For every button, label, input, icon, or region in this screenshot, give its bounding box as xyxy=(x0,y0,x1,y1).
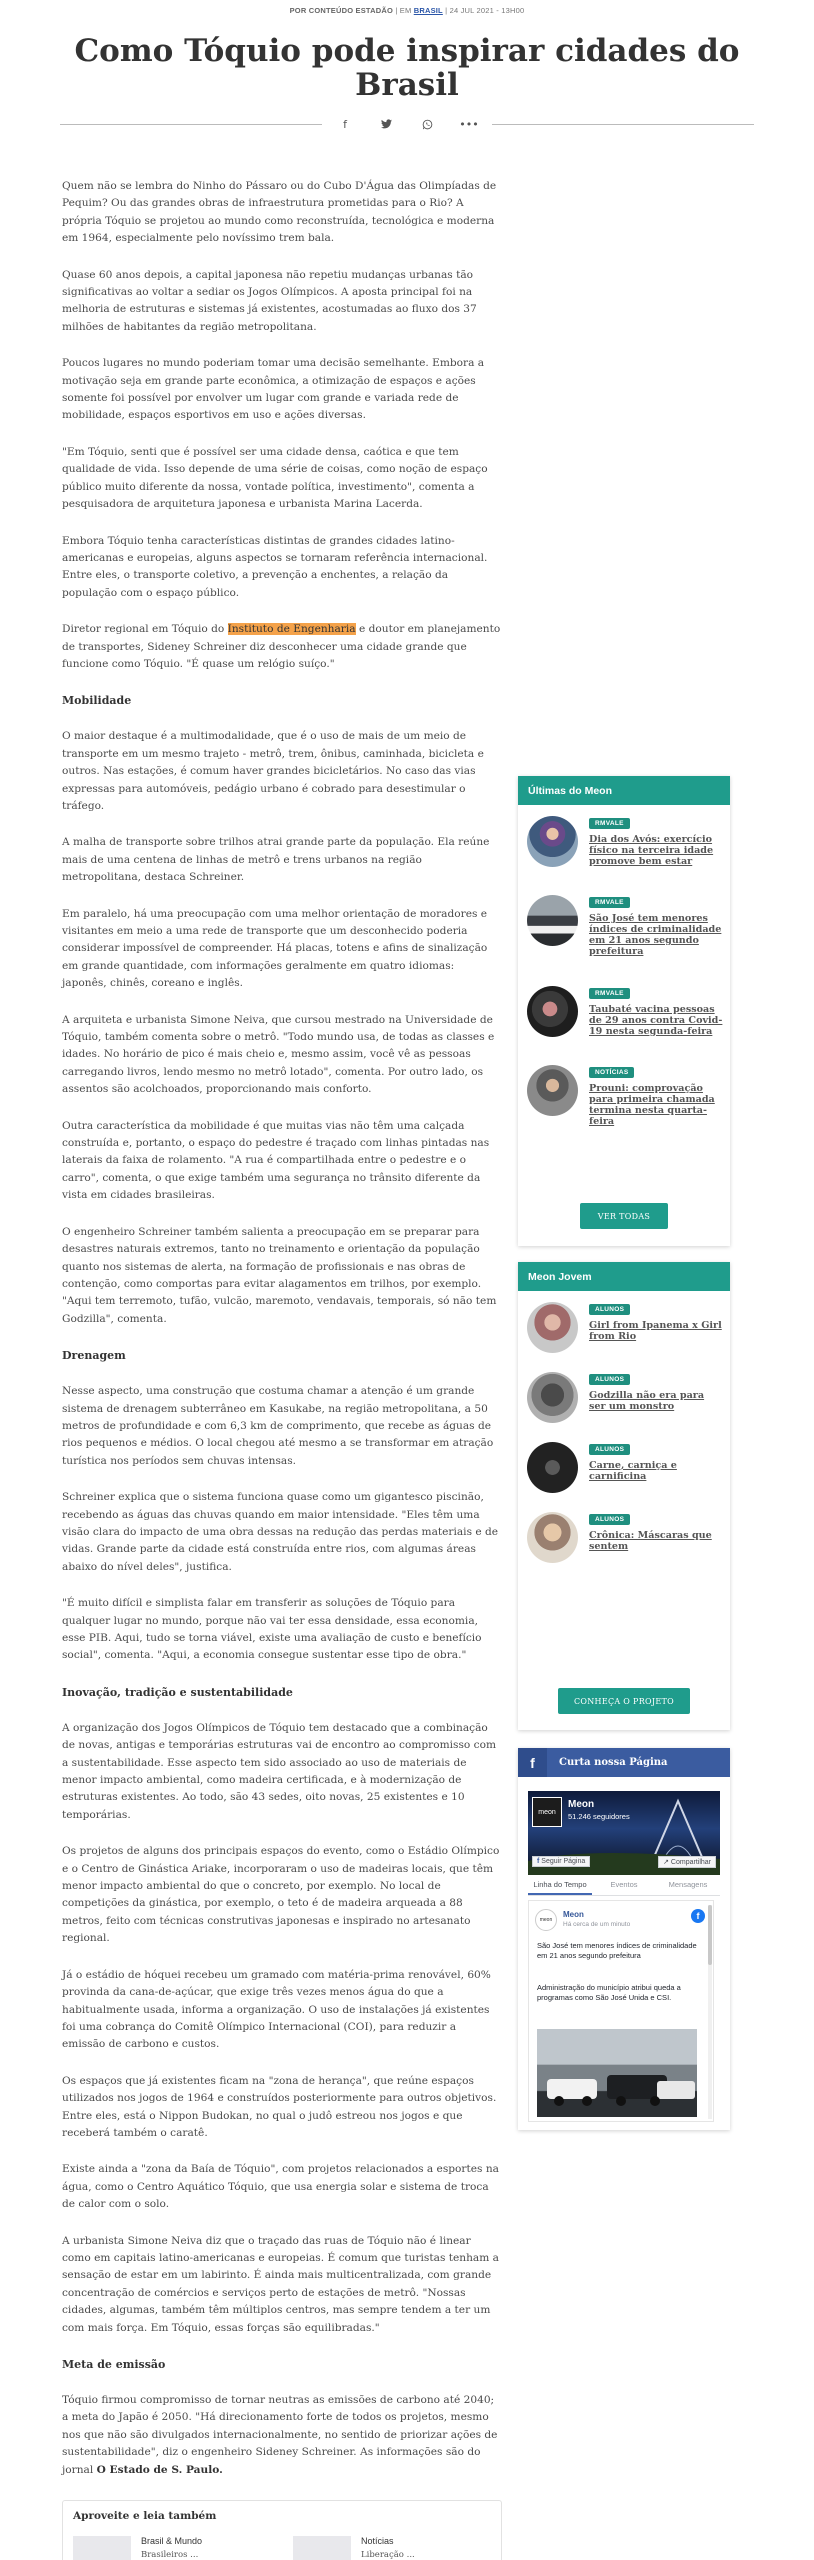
ver-todas-button[interactable]: VER TODAS xyxy=(580,1203,668,1229)
facebook-small-icon: f xyxy=(537,1858,540,1865)
related-title: Aproveite e leia também xyxy=(73,2510,217,2522)
byline-date: | 24 JUL 2021 - 13H00 xyxy=(445,6,525,15)
article-paragraph: Outra característica da mobilidade é que muitas vias não têm uma calçada construída e, portanto, o espaço do pedestre é traçado com linhas pintadas nas laterais da faixa de rolamento. "A rua é compartilhada entre o pedestre e o carro", comenta, o que exige também uma segurança no trânsito diferente da vista em cidades brasileiras. xyxy=(62,1119,490,1202)
news-thumbnail xyxy=(527,1065,578,1116)
facebook-icon[interactable]: f xyxy=(343,117,347,131)
byline-source: POR CONTEÚDO ESTADÃO xyxy=(289,6,394,15)
news-headline-link[interactable]: São José tem menores índices de criminalidade em 21 anos segundo prefeitura xyxy=(589,913,722,957)
news-thumbnail xyxy=(527,986,578,1037)
article-body xyxy=(62,178,502,2498)
newspaper-name: O Estado de S. Paulo. xyxy=(96,2463,223,2476)
page-name[interactable]: Meon xyxy=(568,1799,595,1810)
share-label: Compartilhar xyxy=(670,1859,711,1866)
news-badge: RMVALE xyxy=(589,818,630,829)
article-paragraph: Quem não se lembra do Ninho do Pássaro ou do Cubo D'Água das Olimpíadas de Pequim? Ou das grandes obras de infraestrutura prometidas para o Rio? A própria Tóquio se projetou ao mundo como reconstruída, tecnológica e moderna em 1964, especialmente pelo novíssimo trem bala. xyxy=(62,180,497,245)
highlighted-link[interactable]: Instituto de Engenharia xyxy=(227,623,356,636)
article-paragraph: Quase 60 anos depois, a capital japonesa não repetiu mudanças urbanas tão significativas ao voltar a sediar os Jogos Olímpicos. A aposta principal foi na melhoria de estruturas e sistemas já existentes, acostumadas ao fluxo dos 37 milhões de habitantes da região metropolitana. xyxy=(62,268,477,333)
article-paragraph: Os espaços que já existentes ficam na "zona de herança", que reúne espaços utilizados nos jogos de 1964 e construídos posteriormente para outros objetivos. Entre eles, está o Nippon Budokan, no qual o judô estreou nos jogos e que receberá também o caratê. xyxy=(62,2074,497,2139)
related-thumbnail xyxy=(293,2536,351,2560)
follow-page-button[interactable] xyxy=(532,1856,590,1867)
facebook-post xyxy=(528,1900,714,2122)
related-item[interactable] xyxy=(73,2536,253,2560)
more-icon[interactable]: ••• xyxy=(459,117,479,131)
byline xyxy=(0,6,814,15)
jovem-badge: ALUNOS xyxy=(589,1444,630,1455)
facebook-header-title: Curta nossa Página xyxy=(559,1757,668,1768)
news-headline-link[interactable]: Dia dos Avós: exercício físico na terceira idade promove bem estar xyxy=(589,834,714,867)
tab-mensagens[interactable]: Mensagens xyxy=(668,1880,708,1889)
scrollbar-thumb[interactable] xyxy=(708,1905,712,1965)
related-category: Brasil & Mundo xyxy=(141,2536,203,2546)
related-headline[interactable]: Liberação ... xyxy=(361,2550,415,2560)
facebook-widget xyxy=(518,1748,730,2130)
facebook-cover[interactable] xyxy=(528,1791,720,1875)
section-heading-drenagem: Drenagem xyxy=(62,1349,126,1363)
jovem-thumbnail xyxy=(527,1442,578,1493)
article-paragraph: Já o estádio de hóquei recebeu um gramado com matéria-prima renovável, 60% provinda da cana-de-açúcar, que exige três vezes menos água do que a habitualmente usada, informa a organização. O uso de instalações já existentes foi uma cobrança do Comitê Olímpico Internacional (COI), para reduzir a emissão de carbono e custos. xyxy=(62,1968,491,2051)
facebook-logo-icon: f xyxy=(518,1748,547,1777)
article-paragraph: A organização dos Jogos Olímpicos de Tóquio tem destacado que a combinação de novas, antigas e temporárias estruturas vai de encontro ao compromisso com a sustentabilidade. Esse aspecto tem sido associado ao uso de materiais de menor impacto ambiental, como madeira certificada, e à modernização de estruturas existentes. Ao todo, são 43 sedes, oito novas, 25 existentes e 10 temporárias. xyxy=(62,1721,497,1821)
article-paragraph: Existe ainda a "zona da Baía de Tóquio", com projetos relacionados a esportes na água, como o Centro Aquático Tóquio, que usa energia solar e sistema de troca de calor com o solo. xyxy=(62,2163,499,2211)
article-paragraph: Embora Tóquio tenha características distintas de grandes cidades latino-americanas e europeias, alguns aspectos se tornaram referência internacional. Entre eles, o transporte coletivo, a prevenção a enchentes, a relação da população com o espaço público. xyxy=(62,534,488,599)
ultimas-widget xyxy=(518,776,730,1246)
text-span: Diretor regional em Tóquio do xyxy=(62,623,228,636)
news-headline-link[interactable]: Prouni: comprovação para primeira chamada termina nesta quarta-feira xyxy=(589,1083,715,1127)
article-paragraph: Nesse aspecto, uma construção que costuma chamar a atenção é um grande sistema de drenagem subterrâneo em Kasukabe, na região metropolitana, a 50 metros de profundidade e com 6,3 km de comprimento, que recebe as águas de rios pequenos e médios. O local chegou até mesmo a se transformar em atração turística nos períodos sem chuvas intensas. xyxy=(62,1385,494,1467)
article-paragraph: Os projetos de alguns dos principais espaços do evento, como o Estádio Olímpico e o Centro de Ginástica Ariake, incorporaram o uso de madeiras locais, que têm menor impacto ambiental do que o concreto, por exemplo. No local de competições da ginástica, por exemplo, o teto é de madeira arqueada a 88 metros, feito com técnicas construtivas japonesas e inspirado no artesanato regional. xyxy=(62,1845,500,1945)
jovem-thumbnail xyxy=(527,1302,578,1353)
article-paragraph xyxy=(62,2392,502,2479)
page-logo: meon xyxy=(532,1797,562,1827)
section-heading-inovacao: Inovação, tradição e sustentabilidade xyxy=(62,1685,293,1699)
jovem-thumbnail xyxy=(527,1372,578,1423)
article-paragraph: Schreiner explica que o sistema funciona quase como um gigantesco piscinão, recebendo as águas das chuvas quando em maior intensidade. "Eles têm uma visão clara do impacto de uma obra dessas na redução das perdas materiais e de vidas. Grande parte da cidade está construída entre rios, com algumas áreas abaixo do nível deles", justifica. xyxy=(62,1491,499,1573)
page-followers: 51.246 seguidores xyxy=(568,1812,630,1821)
article-paragraph: Poucos lugares no mundo poderiam tomar uma decisão semelhante. Embora a motivação seja em grande parte econômica, a otimização de espaços e ações somente foi possível por envolver um lugar com grande e variada rede de mobilidade, espaços esportivos em uso e ações diversas. xyxy=(62,357,485,422)
tab-linha-do-tempo[interactable]: Linha do Tempo xyxy=(528,1880,592,1895)
article-paragraph xyxy=(62,621,502,673)
section-heading-meta: Meta de emissão xyxy=(62,2358,166,2371)
jovem-badge: ALUNOS xyxy=(589,1514,630,1525)
post-image[interactable] xyxy=(537,2029,697,2117)
news-thumbnail xyxy=(527,895,578,946)
jovem-badge: ALUNOS xyxy=(589,1374,630,1385)
jovem-headline-link[interactable]: Carne, carniça e carnificina xyxy=(589,1460,677,1482)
news-badge: RMVALE xyxy=(589,988,630,999)
jovem-headline-link[interactable]: Crônica: Máscaras que sentem xyxy=(589,1530,712,1552)
ultimas-header: Últimas do Meon xyxy=(518,776,730,805)
post-author[interactable]: Meon xyxy=(563,1910,584,1919)
page-title: Como Tóquio pode inspirar cidades do Brasil xyxy=(74,33,740,103)
article-paragraph: O maior destaque é a multimodalidade, que é o uso de mais de um meio de transporte em um mesmo trajeto - metrô, trem, ônibus, caminhada, bicicleta e outros. Nas estações, é comum haver grandes bicicletários. No caso das vias expressas para automóveis, pedágio urbano é cobrado para desestimular o tráfego. xyxy=(62,730,484,812)
article-paragraph: A arquiteta e urbanista Simone Neiva, que cursou mestrado na Universidade de Tóquio, também comenta sobre o metrô. "Todo mundo usa, de todas as classes e idades. No horário de pico é mais cheio e, mesmo assim, você vê as pessoas carregando livros, lendo mesmo no metrô lotado", comenta. Por outro lado, os assentos são acolchoados, proporcionando mais conforto. xyxy=(62,1013,495,1096)
related-category: Notícias xyxy=(361,2536,394,2546)
byline-separator: | EM xyxy=(395,6,412,15)
jovem-thumbnail xyxy=(527,1512,578,1563)
post-time: Há cerca de um minuto xyxy=(563,1921,631,1928)
news-thumbnail xyxy=(527,816,578,867)
post-subtext: Administração do município atribui queda a programas como São José Unida e CSI. xyxy=(537,1983,681,2002)
related-headline[interactable]: Brasileiros ... xyxy=(141,2550,199,2560)
news-badge: RMVALE xyxy=(589,897,630,908)
facebook-header xyxy=(518,1748,730,1777)
related-item[interactable] xyxy=(293,2536,473,2560)
jovem-badge: ALUNOS xyxy=(589,1304,630,1315)
byline-category-link[interactable]: BRASIL xyxy=(413,6,443,15)
share-arrow-icon: ↗ xyxy=(663,1859,669,1866)
jovem-headline-link[interactable]: Godzilla não era para ser um monstro xyxy=(589,1390,705,1412)
article-paragraph: Em paralelo, há uma preocupação com uma melhor orientação de moradores e visitantes em meio a uma rede de transporte que um desconhecido poderia considerar impossível de compreender. Há placas, totens e afins de sinalização em grande quantidade, com informações geralmente em quatro idiomas: japonês, chinês, coreano e inglês. xyxy=(62,907,488,990)
jovem-widget xyxy=(518,1262,730,1730)
post-avatar: meon xyxy=(535,1909,557,1931)
article-paragraph: "É muito difícil e simplista falar em transferir as soluções de Tóquio para qualquer lugar no mundo, porque não vai ter essa densidade, essa economia, esse PIB. Aqui, tudo se torna viável, existe uma avaliação de custo e benefício social", comenta. "Aqui, a economia consegue sustentar esse tipo de obra." xyxy=(62,1597,482,1662)
follow-label: Seguir Página xyxy=(541,1858,586,1865)
share-divider-left xyxy=(60,124,322,125)
facebook-tabs xyxy=(528,1880,720,1896)
article-paragraph: A malha de transporte sobre trilhos atrai grande parte da população. Ela reúne mais de uma centena de linhas de metrô e trens urbanos na região metropolitana, destaca Schreiner. xyxy=(62,836,490,884)
twitter-icon[interactable] xyxy=(377,116,395,132)
text-span: e doutor em planejamento de transportes, Sideney Schreiner diz desconhecer uma cidade grande que funcione como Tóquio. "É quase um relógio suíço." xyxy=(62,623,501,670)
jovem-headline-link[interactable]: Girl from Ipanema x Girl from Rio xyxy=(589,1320,722,1342)
section-heading-mobilidade: Mobilidade xyxy=(62,694,132,708)
news-headline-link[interactable]: Taubaté vacina pessoas de 29 anos contra Covid-19 nesta segunda-feira xyxy=(589,1004,723,1037)
share-divider-right xyxy=(492,124,754,125)
article-paragraph: "Em Tóquio, senti que é possível ser uma cidade densa, caótica e que tem qualidade de vida. Isso depende de uma série de coisas, como noção de espaço público muito diferente da nossa, vontade política, investimento", comenta a pesquisadora de arquitetura japonesa e urbanista Marina Lacerda. xyxy=(62,445,488,511)
jovem-header: Meon Jovem xyxy=(518,1262,730,1291)
share-page-button[interactable] xyxy=(658,1856,716,1868)
article-paragraph: O engenheiro Schreiner também salienta a preocupação em se preparar para desastres naturais extremos, tanto no treinamento e orientação da população quanto nos sistemas de alerta, na formação de profissionais e nas obras de contenção, como comportas para evitar alagamentos em trilhos, por exemplo. "Aqui tem terremoto, tufão, vulcão, maremoto, vendavais, temporais, só não tem Godzilla", comenta. xyxy=(62,1225,497,1325)
related-thumbnail xyxy=(73,2536,131,2560)
related-box xyxy=(62,2500,502,2560)
post-text: São José tem menores índices de criminalidade em 21 anos segundo prefeitura xyxy=(537,1941,697,1960)
post-scrollbar[interactable] xyxy=(708,1905,712,2119)
facebook-badge-icon: f xyxy=(691,1909,705,1923)
article-paragraph: A urbanista Simone Neiva diz que o traçado das ruas de Tóquio não é linear como em capitais latino-americanas e europeias. É comum que turistas tenham a sensação de estar em um labirinto. É ainda mais multicentralizada, com grande concentração de comércios e serviços perto de estações de metrô. "Nossas cidades, algumas, também têm múltiplos centros, mas sempre tendem a ter um com mais força. Em Tóquio, essas forças são equilibradas." xyxy=(62,2234,499,2334)
share-bar xyxy=(336,116,478,132)
news-badge: NOTÍCIAS xyxy=(589,1067,634,1078)
text-span: Tóquio firmou compromisso de tornar neutras as emissões de carbono até 2040; a meta do Japão é 2050. "Há direcionamento forte de todos os projetos, mesmo nos que não são divulgados internacionalmente, no sentido de priorizar ações de sustentabilidade", diz o engenheiro Sideney Schreiner. As informações são do jornal xyxy=(62,2394,498,2476)
whatsapp-icon[interactable] xyxy=(419,116,437,132)
conheca-projeto-button[interactable]: CONHEÇA O PROJETO xyxy=(558,1688,690,1714)
tab-eventos[interactable]: Eventos xyxy=(610,1880,638,1889)
